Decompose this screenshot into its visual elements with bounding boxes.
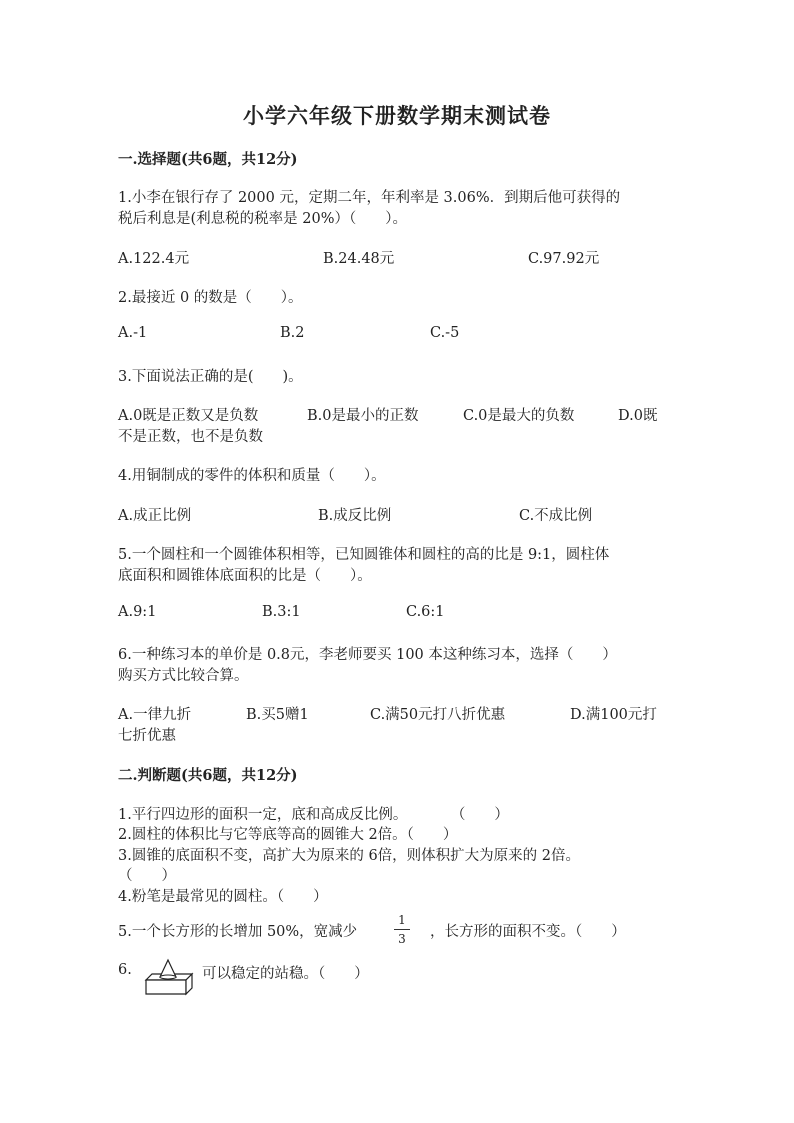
q3-option-a: A.0既是正数又是负数 [118, 408, 259, 424]
fraction-one-third [394, 913, 410, 946]
q5-option-c: C.6:1 [406, 604, 445, 620]
q3-option-b: B.0是最小的正数 [307, 408, 419, 424]
judgement-3-line-1: 3.圆锥的底面积不变，高扩大为原来的 6倍，则体积扩大为原来的 2倍。 [118, 848, 581, 864]
question-4-stem: 4.用铜制成的零件的体积和质量（ ）。 [118, 468, 386, 484]
page-title: 小学六年级下册数学期末测试卷 [243, 103, 551, 128]
q6-option-b: B.买5赠1 [246, 707, 309, 723]
q1-option-a: A.122.4元 [118, 251, 190, 267]
q2-option-a: A.-1 [118, 325, 148, 341]
question-5-line-1: 5.一个圆柱和一个圆锥体积相等，已知圆锥体和圆柱的高的比是 9:1，圆柱体 [118, 547, 610, 563]
question-6-line-2: 购买方式比较合算。 [118, 668, 249, 684]
q6-option-d-continued: 七折优惠 [118, 728, 176, 744]
q3-option-d: D.0既 [618, 408, 658, 424]
q3-option-d-continued: 不是正数，也不是负数 [118, 429, 263, 445]
q5-option-b: B.3:1 [262, 604, 301, 620]
question-1-line-1: 1.小李在银行存了 2000 元，定期二年，年利率是 3.06%．到期后他可获得的 [118, 190, 621, 206]
question-5-line-2: 底面积和圆锥体底面积的比是（ ）。 [118, 568, 372, 584]
section-header-choice: 一.选择题(共6题，共12分) [118, 151, 298, 168]
judgement-2: 2.圆柱的体积比与它等底等高的圆锥大 2倍。（ ） [118, 827, 458, 843]
judgement-5-pre: 5.一个长方形的长增加 50%，宽减少 [118, 924, 358, 940]
q2-option-c: C.-5 [430, 325, 460, 341]
q6-option-c: C.满50元打八折优惠 [370, 707, 506, 723]
fraction-numerator: 1 [398, 913, 406, 927]
cone-on-block-icon [140, 958, 198, 1000]
q4-option-a: A.成正比例 [118, 508, 192, 524]
judgement-6-number: 6. [118, 962, 132, 978]
question-1-line-2: 税后利息是(利息税的税率是 20%）（ ）。 [118, 211, 407, 227]
judgement-1: 1.平行四边形的面积一定，底和高成反比例。 （ ） [118, 807, 509, 823]
fraction-bar [394, 929, 410, 930]
judgement-6-text: 可以稳定的站稳。（ ） [202, 966, 369, 982]
judgement-4: 4.粉笔是最常见的圆柱。（ ） [118, 889, 328, 905]
q2-option-b: B.2 [280, 325, 305, 341]
question-6-line-1: 6.一种练习本的单价是 0.8元，李老师要买 100 本这种练习本，选择（ ） [118, 647, 617, 663]
fraction-denominator: 3 [398, 932, 406, 946]
section-header-judgement: 二.判断题(共6题，共12分) [118, 767, 298, 784]
q1-option-c: C.97.92元 [528, 251, 600, 267]
q4-option-b: B.成反比例 [318, 508, 392, 524]
q5-option-a: A.9:1 [118, 604, 157, 620]
q4-option-c: C.不成比例 [519, 508, 593, 524]
q6-option-d: D.满100元打 [570, 707, 657, 723]
question-2-stem: 2.最接近 0 的数是（ ）。 [118, 290, 303, 306]
q1-option-b: B.24.48元 [323, 251, 395, 267]
judgement-3-line-2: （ ） [118, 868, 176, 884]
q3-option-c: C.0是最大的负数 [463, 408, 575, 424]
question-3-stem: 3.下面说法正确的是( )。 [118, 369, 303, 385]
q6-option-a: A.一律九折 [118, 707, 192, 723]
judgement-5-post: ，长方形的面积不变。（ ） [430, 924, 626, 940]
